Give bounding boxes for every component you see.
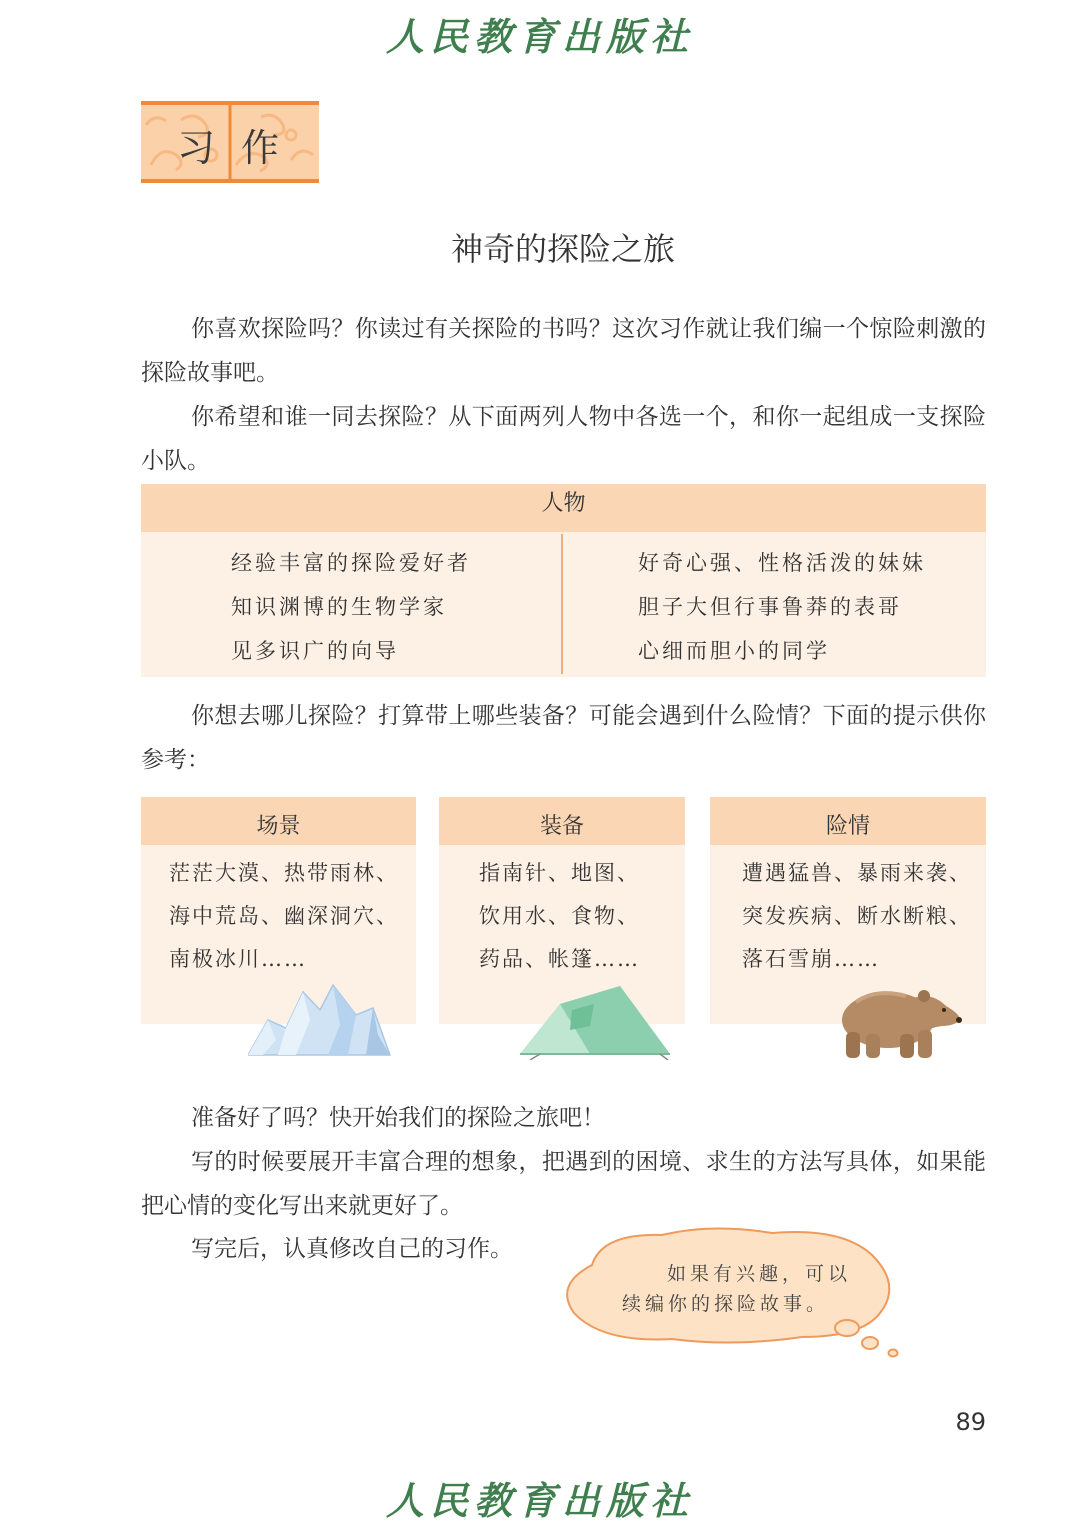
- intro-paragraph-2: 你希望和谁一同去探险？从下面两列人物中各选一个，和你一起组成一支探险小队。: [141, 404, 986, 474]
- publisher-header: 人民教育出版社: [385, 14, 694, 59]
- intro-paragraph-1: 你喜欢探险吗？你读过有关探险的书吗？这次习作就让我们编一个惊险刺激的探险故事吧。: [141, 316, 986, 386]
- section-badge: [141, 101, 319, 183]
- prompt-paragraph: 你想去哪儿探险？打算带上哪些装备？可能会遇到什么险情？下面的提示供你参考：: [141, 703, 986, 773]
- section-label: 习作: [176, 126, 305, 170]
- hint-line: 海中荒岛、幽深洞穴、: [169, 904, 399, 928]
- character-item: 知识渊博的生物学家: [231, 595, 447, 619]
- hint-box-header: 装备: [439, 797, 685, 845]
- hint-box-header: 险情: [710, 797, 986, 845]
- characters-left-column: [141, 532, 563, 677]
- closing-paragraph-1: 准备好了吗？快开始我们的探险之旅吧！: [191, 1105, 605, 1131]
- hint-line: 遭遇猛兽、暴雨来袭、: [742, 861, 972, 885]
- characters-right-column: [563, 532, 985, 677]
- hint-line: 突发疾病、断水断粮、: [742, 904, 972, 928]
- hint-line: 饮用水、食物、: [479, 904, 640, 928]
- hint-line: 指南针、地图、: [479, 861, 640, 885]
- page-number: 89: [955, 1408, 986, 1436]
- character-item: 胆子大但行事鲁莽的表哥: [638, 595, 902, 619]
- publisher-footer: 人民教育出版社: [385, 1478, 694, 1523]
- bear-icon: [836, 982, 962, 1060]
- tent-icon: [520, 982, 672, 1060]
- characters-table: [141, 484, 986, 677]
- hint-line: 南极冰川……: [169, 947, 307, 971]
- characters-table-header: 人物: [141, 484, 986, 532]
- hint-box-header: 场景: [141, 797, 416, 845]
- character-item: 经验丰富的探险爱好者: [231, 551, 471, 575]
- character-item: 见多识广的向导: [231, 639, 399, 663]
- character-item: 好奇心强、性格活泼的妹妹: [638, 551, 926, 575]
- bubble-line: 如果有兴趣，可以: [667, 1263, 852, 1285]
- iceberg-icon: [248, 980, 393, 1060]
- hint-line: 落石雪崩……: [742, 947, 880, 971]
- page-title: 神奇的探险之旅: [450, 230, 675, 268]
- thought-bubble: [562, 1225, 902, 1365]
- hint-line: 茫茫大漠、热带雨林、: [169, 861, 399, 885]
- closing-paragraph-3: 写完后，认真修改自己的习作。: [191, 1236, 513, 1262]
- character-item: 心细而胆小的同学: [638, 639, 830, 663]
- closing-paragraph-2: 写的时候要展开丰富合理的想象，把遇到的困境、求生的方法写具体，如果能把心情的变化写出来就更好了。: [141, 1149, 986, 1219]
- bubble-line: 续编你的探险故事。: [622, 1293, 830, 1315]
- hint-line: 药品、帐篷……: [479, 947, 640, 971]
